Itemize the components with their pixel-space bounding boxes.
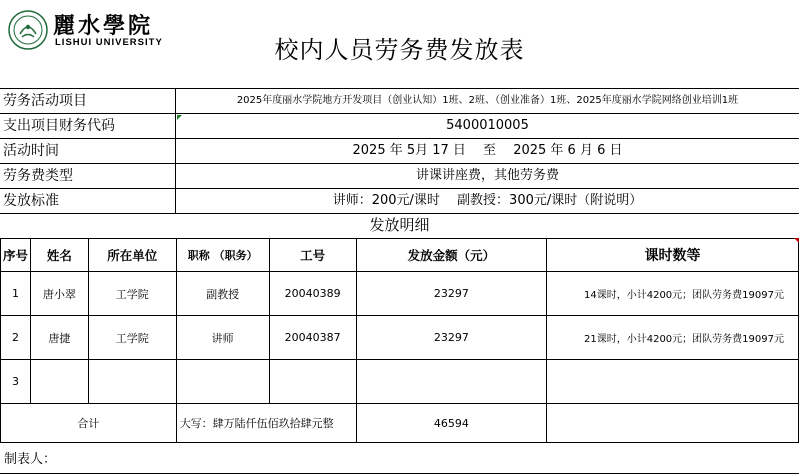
info-row-fee-standard (0, 188, 799, 214)
table-header-row (1, 239, 799, 272)
total-amount[interactable]: 46594 (356, 404, 547, 443)
info-value[interactable]: 讲课讲座费，其他劳务费 (415, 168, 559, 183)
info-label: 支出项目财务代码 (0, 114, 176, 138)
document-header (0, 0, 799, 88)
cell-hours[interactable] (547, 360, 799, 404)
total-capital-amount[interactable]: 大写：肆万陆仟伍佰玖拾肆元整 (176, 404, 356, 443)
info-label: 活动时间 (0, 139, 176, 163)
prepared-by-label: 制表人： (4, 452, 57, 467)
info-row-project (0, 88, 799, 113)
cell-unit[interactable]: 工学院 (88, 272, 176, 316)
cell-seq[interactable]: 2 (1, 316, 31, 360)
cell-name[interactable] (30, 360, 88, 404)
cell-title[interactable]: 副教授 (176, 272, 269, 316)
footer (0, 442, 799, 474)
info-label: 劳务费类型 (0, 164, 176, 188)
cell-unit[interactable] (88, 360, 176, 404)
detail-table (0, 238, 799, 443)
cell-id[interactable] (269, 360, 356, 404)
logo-chinese-name: 麗水學院 (53, 13, 154, 39)
cell-unit[interactable]: 工学院 (88, 316, 176, 360)
cell-comment-marker (177, 115, 182, 120)
logo-english-name: LISHUI UNIVERSITY (55, 37, 163, 48)
info-value[interactable]: 讲师：200元/课时 副教授：300元/课时（附说明） (332, 193, 643, 208)
info-row-finance-code (0, 113, 799, 138)
cell-seq[interactable]: 1 (1, 272, 31, 316)
column-header-unit: 所在单位 (88, 239, 176, 272)
total-label: 合计 (1, 404, 177, 443)
cell-name[interactable]: 唐捷 (30, 316, 88, 360)
info-section (0, 88, 799, 214)
cell-id[interactable]: 20040387 (269, 316, 356, 360)
cell-comment-marker (794, 238, 799, 243)
info-label: 发放标准 (0, 189, 176, 213)
cell-title[interactable] (176, 360, 269, 404)
info-row-fee-type (0, 163, 799, 188)
info-value[interactable]: 5400010005 (446, 118, 529, 133)
table-row (1, 272, 799, 316)
column-header-hours: 课时数等 (547, 239, 799, 272)
column-header-name: 姓名 (30, 239, 88, 272)
info-label: 劳务活动项目 (0, 89, 176, 113)
info-value[interactable]: 2025年度丽水学院地方开发项目（创业认知）1班、2班、（创业准备）1班、2025年度丽水学院网络创业培训1班 (236, 95, 739, 106)
total-hours-cell[interactable] (547, 404, 799, 443)
section-title: 发放明细 (369, 216, 430, 234)
cell-hours[interactable]: 14课时，小计4200元；团队劳务费19097元 (547, 272, 799, 316)
column-header-amount: 发放金额（元） (356, 239, 547, 272)
cell-amount[interactable]: 23297 (356, 316, 547, 360)
cell-title[interactable]: 讲师 (176, 316, 269, 360)
cell-amount[interactable] (356, 360, 547, 404)
column-header-id: 工号 (269, 239, 356, 272)
table-total-row (1, 404, 799, 443)
cell-hours[interactable]: 21课时，小计4200元；团队劳务费19097元 (547, 316, 799, 360)
document-title: 校内人员劳务费发放表 (274, 36, 525, 64)
column-header-title: 职称 （职务） (176, 239, 269, 272)
column-header-seq: 序号 (1, 239, 31, 272)
cell-seq[interactable]: 3 (1, 360, 31, 404)
cell-amount[interactable]: 23297 (356, 272, 547, 316)
info-value[interactable]: 2025 年 5月 17 日 至 2025 年 6 月 6 日 (352, 143, 623, 158)
cell-id[interactable]: 20040389 (269, 272, 356, 316)
info-row-activity-time (0, 138, 799, 163)
cell-name[interactable]: 唐小翠 (30, 272, 88, 316)
table-row (1, 360, 799, 404)
table-row (1, 316, 799, 360)
